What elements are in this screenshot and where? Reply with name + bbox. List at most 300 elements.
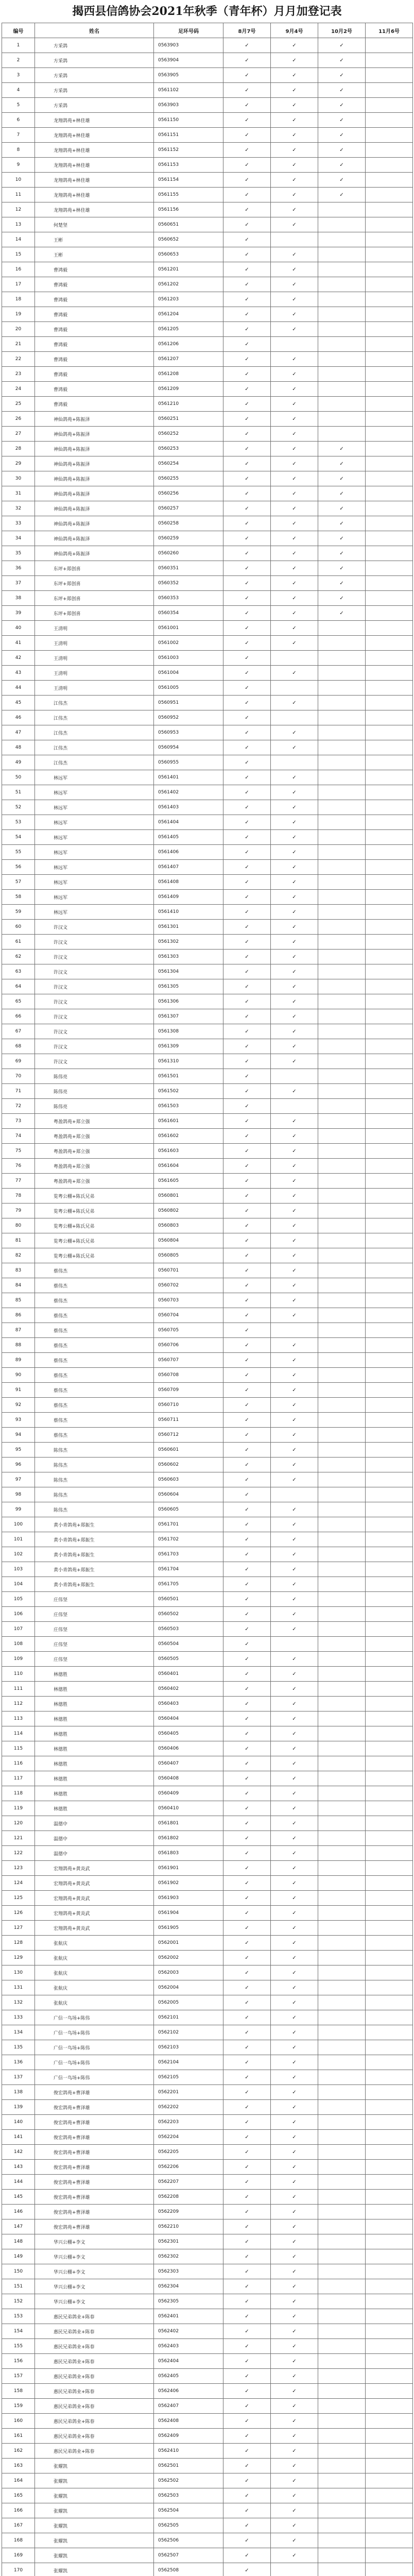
table-row [2,2190,413,2205]
empty-cell [271,232,318,247]
empty-cell [366,2339,413,2354]
header-date-sep-4: 9月4号 [271,23,318,38]
ring-number: 0561205 [154,322,223,337]
table-row [2,1443,413,1458]
row-number: 91 [2,1383,35,1398]
ring-number: 0561302 [154,935,223,950]
row-number: 100 [2,1517,35,1532]
ring-number: 0561503 [154,1099,223,1114]
empty-cell [366,1801,413,1816]
table-row [2,2459,413,2473]
empty-cell [318,875,366,890]
ring-number: 0562207 [154,2175,223,2190]
member-name: 张耀凯 [35,2459,154,2473]
empty-cell [366,755,413,770]
check-mark-icon: ✓ [223,785,271,800]
row-number: 95 [2,1443,35,1458]
check-mark-icon: ✓ [271,1517,318,1532]
check-mark-icon: ✓ [271,1697,318,1711]
check-mark-icon: ✓ [223,1218,271,1233]
check-mark-icon: ✓ [318,188,366,202]
member-name: 许汉文 [35,964,154,979]
empty-cell [318,2130,366,2145]
empty-cell [318,1039,366,1054]
empty-cell [366,2205,413,2219]
member-name: 张耀凯 [35,2518,154,2533]
table-row [2,113,413,128]
table-row [2,442,413,456]
empty-cell [318,1368,366,1383]
empty-cell [366,1980,413,1995]
check-mark-icon: ✓ [271,1413,318,1428]
empty-cell [318,740,366,755]
member-name: 览粤公棚+陈氏兄弟 [35,1218,154,1233]
table-row [2,143,413,158]
table-row [2,2279,413,2294]
empty-cell [366,2473,413,2488]
ring-number: 0560405 [154,1726,223,1741]
check-mark-icon: ✓ [223,1159,271,1174]
empty-cell [318,1876,366,1891]
ring-number: 0561208 [154,367,223,382]
table-row [2,681,413,696]
check-mark-icon: ✓ [223,1114,271,1129]
ring-number: 0562204 [154,2130,223,2145]
check-mark-icon: ✓ [271,1682,318,1697]
check-mark-icon: ✓ [223,1204,271,1218]
row-number: 114 [2,1726,35,1741]
ring-number: 0561102 [154,83,223,98]
row-number: 71 [2,1084,35,1099]
member-name: 曹鸿毅 [35,397,154,412]
ring-number: 0561303 [154,950,223,964]
empty-cell [318,1308,366,1323]
empty-cell [271,2563,318,2576]
ring-number: 0560951 [154,696,223,710]
empty-cell [318,1338,366,1353]
member-name: 惠民兄弟鸽业+陈春 [35,2339,154,2354]
empty-cell [366,2309,413,2324]
table-row [2,531,413,546]
check-mark-icon: ✓ [223,2399,271,2414]
ring-number: 0562210 [154,2219,223,2234]
empty-cell [366,2384,413,2399]
member-name: 惠民兄弟鸽业+陈春 [35,2384,154,2399]
empty-cell [318,1547,366,1562]
empty-cell [366,1517,413,1532]
check-mark-icon: ✓ [223,740,271,755]
check-mark-icon: ✓ [271,2190,318,2205]
member-name: 许汉文 [35,920,154,935]
row-number: 168 [2,2533,35,2548]
ring-number: 0561801 [154,1816,223,1831]
table-row [2,1980,413,1995]
ring-number: 0560706 [154,1338,223,1353]
check-mark-icon: ✓ [271,964,318,979]
member-name: 广信一鸟场+陈伟 [35,2055,154,2070]
table-row [2,397,413,412]
table-row [2,2055,413,2070]
row-number: 6 [2,113,35,128]
ring-number: 0561702 [154,1532,223,1547]
member-name: 华兴公棚+李文 [35,2234,154,2249]
check-mark-icon: ✓ [271,2324,318,2339]
member-name: 陈伟杰 [35,1502,154,1517]
empty-cell [366,173,413,188]
table-row [2,307,413,322]
ring-number: 0560354 [154,606,223,621]
table-row [2,2205,413,2219]
empty-cell [318,1741,366,1756]
member-name: 神仙鸽苑+陈振泽 [35,516,154,531]
header-name: 姓名 [35,23,154,38]
table-row [2,2429,413,2444]
empty-cell [366,1383,413,1398]
member-name: 林德胜 [35,1682,154,1697]
table-row [2,710,413,725]
check-mark-icon: ✓ [223,531,271,546]
member-name: 方采鸽 [35,83,154,98]
row-number: 143 [2,2160,35,2175]
table-row [2,1697,413,1711]
empty-cell [318,1009,366,1024]
row-number: 56 [2,860,35,875]
table-row [2,2234,413,2249]
check-mark-icon: ✓ [223,1906,271,1921]
member-name: 龙翔鸽苑+林佳雄 [35,128,154,143]
row-number: 125 [2,1891,35,1906]
row-number: 98 [2,1487,35,1502]
table-row [2,2175,413,2190]
table-row [2,232,413,247]
empty-cell [318,2025,366,2040]
row-number: 145 [2,2190,35,2205]
table-row [2,2070,413,2085]
check-mark-icon: ✓ [223,546,271,561]
empty-cell [271,1323,318,1338]
member-name: 黄小青鸽苑+郑振生 [35,1517,154,1532]
check-mark-icon: ✓ [271,606,318,621]
empty-cell [366,1458,413,1472]
empty-cell [366,1786,413,1801]
member-name: 龙翔鸽苑+林佳雄 [35,143,154,158]
member-name: 惠民兄弟鸽业+陈春 [35,2369,154,2384]
check-mark-icon: ✓ [223,1562,271,1577]
empty-cell [318,1532,366,1547]
ring-number: 0560952 [154,710,223,725]
member-name: 张航庆 [35,1965,154,1980]
empty-cell [318,1129,366,1144]
member-name: 林远军 [35,815,154,830]
ring-number: 0560256 [154,486,223,501]
empty-cell [318,367,366,382]
check-mark-icon: ✓ [223,1652,271,1667]
ring-number: 0561156 [154,202,223,217]
row-number: 121 [2,1831,35,1846]
check-mark-icon: ✓ [223,920,271,935]
empty-cell [318,1667,366,1682]
row-number: 163 [2,2459,35,2473]
empty-cell [318,950,366,964]
check-mark-icon: ✓ [271,1039,318,1054]
check-mark-icon: ✓ [271,1383,318,1398]
ring-number: 0560502 [154,1607,223,1622]
check-mark-icon: ✓ [271,2100,318,2115]
check-mark-icon: ✓ [271,905,318,920]
ring-number: 0560803 [154,1218,223,1233]
check-mark-icon: ✓ [271,1876,318,1891]
check-mark-icon: ✓ [223,1891,271,1906]
ring-number: 0561704 [154,1562,223,1577]
ring-number: 0563904 [154,53,223,68]
row-number: 128 [2,1936,35,1951]
ring-number: 0560652 [154,232,223,247]
ring-number: 0560352 [154,576,223,591]
empty-cell [366,2100,413,2115]
member-name: 惠民兄弟鸽业+陈春 [35,2309,154,2324]
table-row [2,1786,413,1801]
empty-cell [366,2025,413,2040]
empty-cell [366,2563,413,2576]
table-row [2,2249,413,2264]
table-row [2,1951,413,1965]
member-name: 龙翔鸽苑+林佳雄 [35,202,154,217]
row-number: 59 [2,905,35,920]
row-number: 107 [2,1622,35,1637]
check-mark-icon: ✓ [271,2369,318,2384]
ring-number: 0561301 [154,920,223,935]
check-mark-icon: ✓ [271,307,318,322]
empty-cell [366,1532,413,1547]
row-number: 144 [2,2175,35,2190]
empty-cell [318,1980,366,1995]
row-number: 135 [2,2040,35,2055]
check-mark-icon: ✓ [271,1667,318,1682]
ring-number: 0562104 [154,2055,223,2070]
ring-number: 0560407 [154,1756,223,1771]
table-row [2,2518,413,2533]
row-number: 29 [2,456,35,471]
check-mark-icon: ✓ [271,2234,318,2249]
check-mark-icon: ✓ [223,830,271,845]
ring-number: 0561202 [154,277,223,292]
member-name: 林远军 [35,770,154,785]
empty-cell [366,935,413,950]
ring-number: 0561803 [154,1846,223,1861]
empty-cell [366,950,413,964]
empty-cell [318,770,366,785]
row-number: 30 [2,471,35,486]
row-number: 17 [2,277,35,292]
empty-cell [366,1189,413,1204]
table-row [2,1009,413,1024]
ring-number: 0562304 [154,2279,223,2294]
empty-cell [318,232,366,247]
row-number: 104 [2,1577,35,1592]
ring-number: 0560410 [154,1801,223,1816]
table-row [2,367,413,382]
table-row [2,1726,413,1741]
check-mark-icon: ✓ [223,322,271,337]
ring-number: 0562209 [154,2205,223,2219]
empty-cell [366,1308,413,1323]
table-row [2,2025,413,2040]
empty-cell [366,606,413,621]
row-number: 97 [2,1472,35,1487]
member-name: 粤盈鸽苑+郑立强 [35,1114,154,1129]
check-mark-icon: ✓ [318,546,366,561]
table-row [2,740,413,755]
ring-number: 0561310 [154,1054,223,1069]
empty-cell [366,1876,413,1891]
table-row [2,770,413,785]
empty-cell [366,2010,413,2025]
check-mark-icon: ✓ [223,1876,271,1891]
member-name: 王清明 [35,681,154,696]
ring-number: 0562505 [154,2518,223,2533]
member-name: 许汉文 [35,1024,154,1039]
check-mark-icon: ✓ [271,53,318,68]
ring-number: 0560258 [154,516,223,531]
check-mark-icon: ✓ [271,2219,318,2234]
ring-number: 0561309 [154,1039,223,1054]
member-name: 惠民兄弟鸽业+陈春 [35,2414,154,2429]
row-number: 140 [2,2115,35,2130]
member-name: 俊宏鸽苑+曹泽雄 [35,2130,154,2145]
row-number: 152 [2,2294,35,2309]
member-name: 曹鸿毅 [35,322,154,337]
member-name: 陈伟亮 [35,1084,154,1099]
empty-cell [318,1607,366,1622]
table-row [2,83,413,98]
ring-number: 0560651 [154,217,223,232]
empty-cell [366,2160,413,2175]
ring-number: 0560503 [154,1622,223,1637]
table-row [2,1532,413,1547]
table-row [2,1771,413,1786]
empty-cell [366,994,413,1009]
ring-number: 0561402 [154,785,223,800]
check-mark-icon: ✓ [271,2085,318,2100]
member-name: 陈伟亮 [35,1069,154,1084]
check-mark-icon: ✓ [271,1189,318,1204]
member-name: 方采鸽 [35,53,154,68]
row-number: 153 [2,2309,35,2324]
empty-cell [366,740,413,755]
empty-cell [366,681,413,696]
table-row [2,2503,413,2518]
empty-cell [318,1458,366,1472]
row-number: 1 [2,38,35,53]
check-mark-icon: ✓ [318,576,366,591]
member-name: 林德胜 [35,1726,154,1741]
check-mark-icon: ✓ [223,1667,271,1682]
empty-cell [318,1921,366,1936]
row-number: 157 [2,2369,35,2384]
member-name: 陈伟杰 [35,1443,154,1458]
empty-cell [318,1965,366,1980]
check-mark-icon: ✓ [271,1711,318,1726]
check-mark-icon: ✓ [223,2324,271,2339]
check-mark-icon: ✓ [223,666,271,681]
table-row [2,2160,413,2175]
empty-cell [318,2354,366,2369]
check-mark-icon: ✓ [223,2085,271,2100]
table-row [2,1159,413,1174]
row-number: 28 [2,442,35,456]
empty-cell [366,860,413,875]
empty-cell [366,1652,413,1667]
empty-cell [366,1771,413,1786]
empty-cell [366,382,413,397]
row-number: 20 [2,322,35,337]
table-row [2,2219,413,2234]
member-name: 龙翔鸽苑+林佳雄 [35,158,154,173]
row-number: 146 [2,2205,35,2219]
row-number: 75 [2,1144,35,1159]
check-mark-icon: ✓ [223,38,271,53]
row-number: 88 [2,1338,35,1353]
check-mark-icon: ✓ [223,1383,271,1398]
ring-number: 0561150 [154,113,223,128]
member-name: 方采鸽 [35,38,154,53]
check-mark-icon: ✓ [223,516,271,531]
table-row [2,202,413,217]
check-mark-icon: ✓ [271,815,318,830]
empty-cell [366,38,413,53]
empty-cell [366,725,413,740]
empty-cell [318,337,366,352]
table-row [2,2369,413,2384]
member-name: 林远军 [35,875,154,890]
row-number: 131 [2,1980,35,1995]
empty-cell [366,561,413,576]
table-row [2,1218,413,1233]
empty-cell [318,427,366,442]
check-mark-icon: ✓ [223,1921,271,1936]
check-mark-icon: ✓ [223,905,271,920]
row-number: 36 [2,561,35,576]
empty-cell [366,1816,413,1831]
check-mark-icon: ✓ [223,1144,271,1159]
check-mark-icon: ✓ [223,382,271,397]
check-mark-icon: ✓ [223,2070,271,2085]
member-name: 宏翔鸽苑+黄炎武 [35,1876,154,1891]
empty-cell [366,2459,413,2473]
check-mark-icon: ✓ [271,2488,318,2503]
check-mark-icon: ✓ [223,1368,271,1383]
check-mark-icon: ✓ [223,636,271,651]
check-mark-icon: ✓ [271,2040,318,2055]
row-number: 148 [2,2234,35,2249]
table-row [2,1054,413,1069]
member-name: 俊宏鸽苑+曹泽雄 [35,2175,154,2190]
check-mark-icon: ✓ [271,1308,318,1323]
table-row [2,755,413,770]
check-mark-icon: ✓ [271,1936,318,1951]
empty-cell [366,666,413,681]
member-name: 粤盈鸽苑+郑立强 [35,1159,154,1174]
ring-number: 0560254 [154,456,223,471]
member-name: 江伟杰 [35,725,154,740]
check-mark-icon: ✓ [271,725,318,740]
check-mark-icon: ✓ [271,1398,318,1413]
check-mark-icon: ✓ [271,531,318,546]
table-row [2,2399,413,2414]
check-mark-icon: ✓ [271,2249,318,2264]
row-number: 136 [2,2055,35,2070]
member-name: 蔡伟杰 [35,1323,154,1338]
